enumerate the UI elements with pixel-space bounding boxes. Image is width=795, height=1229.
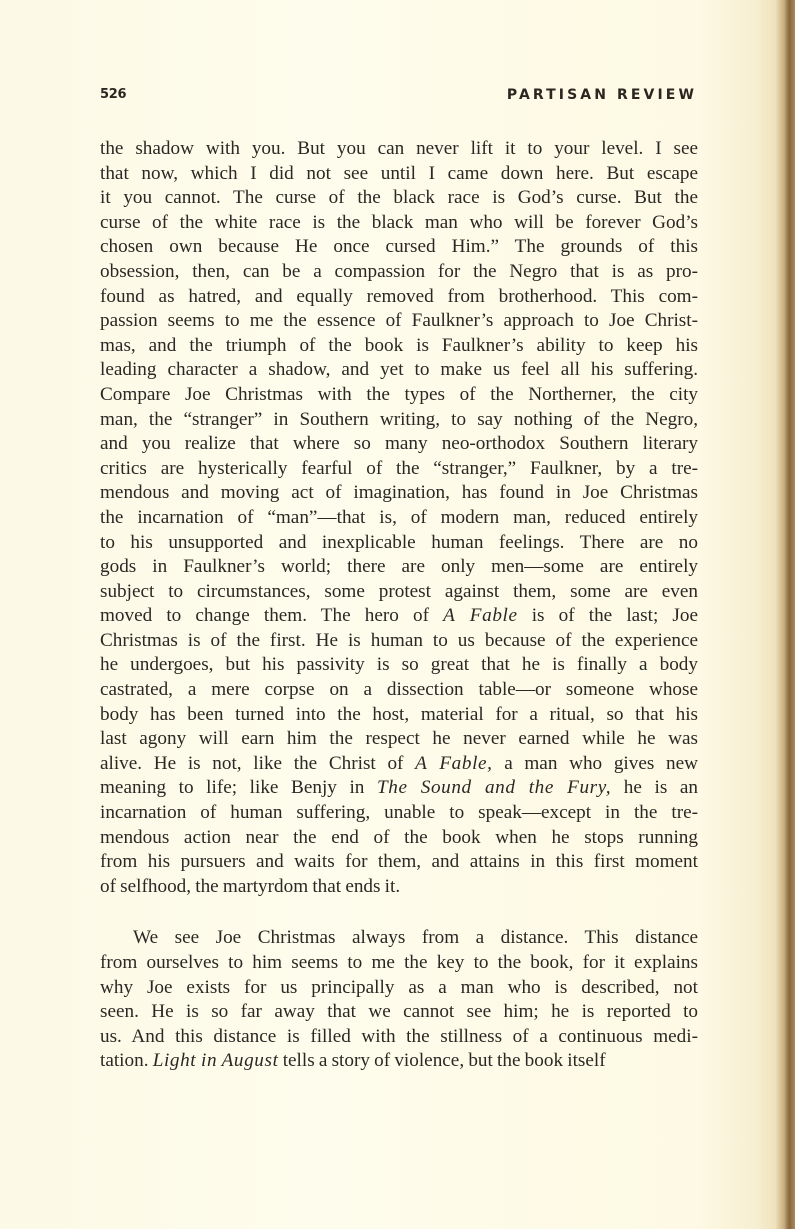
text-line xyxy=(100,776,698,801)
text-run: castrated, a mere corpse on a dissection table—or someone whose xyxy=(100,679,698,701)
paragraph-gap xyxy=(100,899,698,926)
text-run: Christmas is of the first. He is human to us because of the experience xyxy=(100,629,698,651)
text-run: last agony will earn him the respect he never earned while he was xyxy=(100,728,698,750)
text-line xyxy=(100,703,698,728)
text-line xyxy=(100,531,698,556)
text-run: obsession, then, can be a compassion for the Negro that is as pro- xyxy=(100,260,698,282)
text-run: We see Joe Christmas always from a distance. This distance xyxy=(133,927,698,949)
paragraph xyxy=(100,926,698,1074)
text-line xyxy=(100,653,698,678)
text-line xyxy=(100,432,698,457)
text-run: curse of the white race is the black man who will be forever God’s xyxy=(100,211,698,233)
text-run: mas, and the triumph of the book is Faulkner’s ability to keep his xyxy=(100,334,698,356)
text-line xyxy=(100,137,698,162)
text-line xyxy=(100,235,698,260)
text-run: meaning to life; like Benjy in xyxy=(100,777,377,799)
text-run: he is an xyxy=(611,777,698,799)
text-run: subject to circumstances, some protest against them, some are even xyxy=(100,580,698,602)
text-line xyxy=(100,1025,698,1050)
text-run: and you realize that where so many neo-orthodox Southern literary xyxy=(100,433,698,455)
text-line xyxy=(100,358,698,383)
text-run: from ourselves to him seems to me the key to the book, for it explains xyxy=(100,952,698,973)
text-run: is of the last; Joe xyxy=(517,605,698,627)
text-run: seen. He is so far away that we cannot see him; he is reported to xyxy=(100,1001,698,1023)
text-line xyxy=(100,383,698,408)
paragraph xyxy=(100,137,698,899)
text-run: man, the “stranger” in Southern writing, to say nothing of the Negro, xyxy=(100,408,698,430)
text-line xyxy=(100,727,698,752)
text-run: tation. xyxy=(100,1050,153,1072)
text-line xyxy=(100,875,698,900)
italic-title: A Fable, xyxy=(415,752,493,774)
text-line xyxy=(100,506,698,531)
text-line xyxy=(100,801,698,826)
text-line xyxy=(100,555,698,580)
text-line xyxy=(100,1049,698,1074)
page-number: 526 xyxy=(100,87,127,102)
text-line xyxy=(100,926,698,951)
text-line xyxy=(100,976,698,1001)
text-run: us. And this distance is filled with the stillness of a continuous medi- xyxy=(100,1025,698,1047)
text-run: critics are hysterically fearful of the “stranger,” Faulkner, by a tre- xyxy=(100,457,698,479)
italic-title: Light in August xyxy=(152,1050,279,1072)
text-run: mendous action near the end of the book when he stops running xyxy=(100,826,698,848)
italic-title: A Fable xyxy=(443,605,518,627)
text-run: the incarnation of “man”—that is, of modern man, reduced entirely xyxy=(100,506,698,528)
text-line xyxy=(100,604,698,629)
text-run: chosen own because He once cursed Him.” The grounds of this xyxy=(100,236,698,258)
text-run: why Joe exists for us principally as a man who is described, not xyxy=(100,976,698,998)
body-text xyxy=(100,137,698,1074)
text-run: mendous and moving act of imagination, has found in Joe Christmas xyxy=(100,482,698,504)
text-run: a man who gives new xyxy=(492,752,698,774)
italic-title: The Sound and the Fury, xyxy=(377,777,612,799)
text-line xyxy=(100,408,698,433)
text-run: the shadow with you. But you can never lift it to your level. I see xyxy=(100,138,698,159)
text-run: of selfhood, the martyrdom that ends it. xyxy=(100,875,401,897)
text-line xyxy=(100,752,698,777)
text-run: found as hatred, and equally removed from brotherhood. This com- xyxy=(100,285,698,307)
journal-title: PARTISAN REVIEW xyxy=(506,87,697,103)
text-line xyxy=(100,334,698,359)
text-line xyxy=(100,678,698,703)
text-run: from his pursuers and waits for them, and attains in this first moment xyxy=(100,851,698,873)
text-run: Compare Joe Christmas with the types of the Northerner, the city xyxy=(100,383,698,405)
text-line xyxy=(100,1000,698,1025)
text-line xyxy=(100,850,698,875)
text-line xyxy=(100,309,698,334)
page-binding-edge xyxy=(785,0,795,1229)
text-line xyxy=(100,260,698,285)
text-line xyxy=(100,951,698,976)
text-line xyxy=(100,211,698,236)
text-line xyxy=(100,481,698,506)
text-run: he undergoes, but his passivity is so great that he is finally a body xyxy=(100,654,698,676)
text-run: body has been turned into the host, material for a ritual, so that his xyxy=(100,703,698,725)
text-line xyxy=(100,457,698,482)
text-run: gods in Faulkner’s world; there are only men—some are entirely xyxy=(100,556,698,578)
text-run: passion seems to me the essence of Faulkner’s approach to Joe Christ- xyxy=(100,310,698,332)
text-run: tells a story of violence, but the book itself xyxy=(278,1050,606,1072)
text-line xyxy=(100,285,698,310)
text-run: incarnation of human suffering, unable to speak—except in the tre- xyxy=(100,802,698,824)
running-head xyxy=(100,87,697,107)
text-line xyxy=(100,186,698,211)
text-run: that now, which I did not see until I came down here. But escape xyxy=(100,162,698,184)
text-run: moved to change them. The hero of xyxy=(100,605,444,627)
text-line xyxy=(100,629,698,654)
text-run: to his unsupported and inexplicable human feelings. There are no xyxy=(100,531,698,553)
text-run: alive. He is not, like the Christ of xyxy=(100,752,416,774)
text-line xyxy=(100,162,698,187)
text-run: it you cannot. The curse of the black race is God’s curse. But the xyxy=(100,187,698,209)
text-line xyxy=(100,826,698,851)
text-run: leading character a shadow, and yet to make us feel all his suffering. xyxy=(100,359,698,381)
text-line xyxy=(100,580,698,605)
